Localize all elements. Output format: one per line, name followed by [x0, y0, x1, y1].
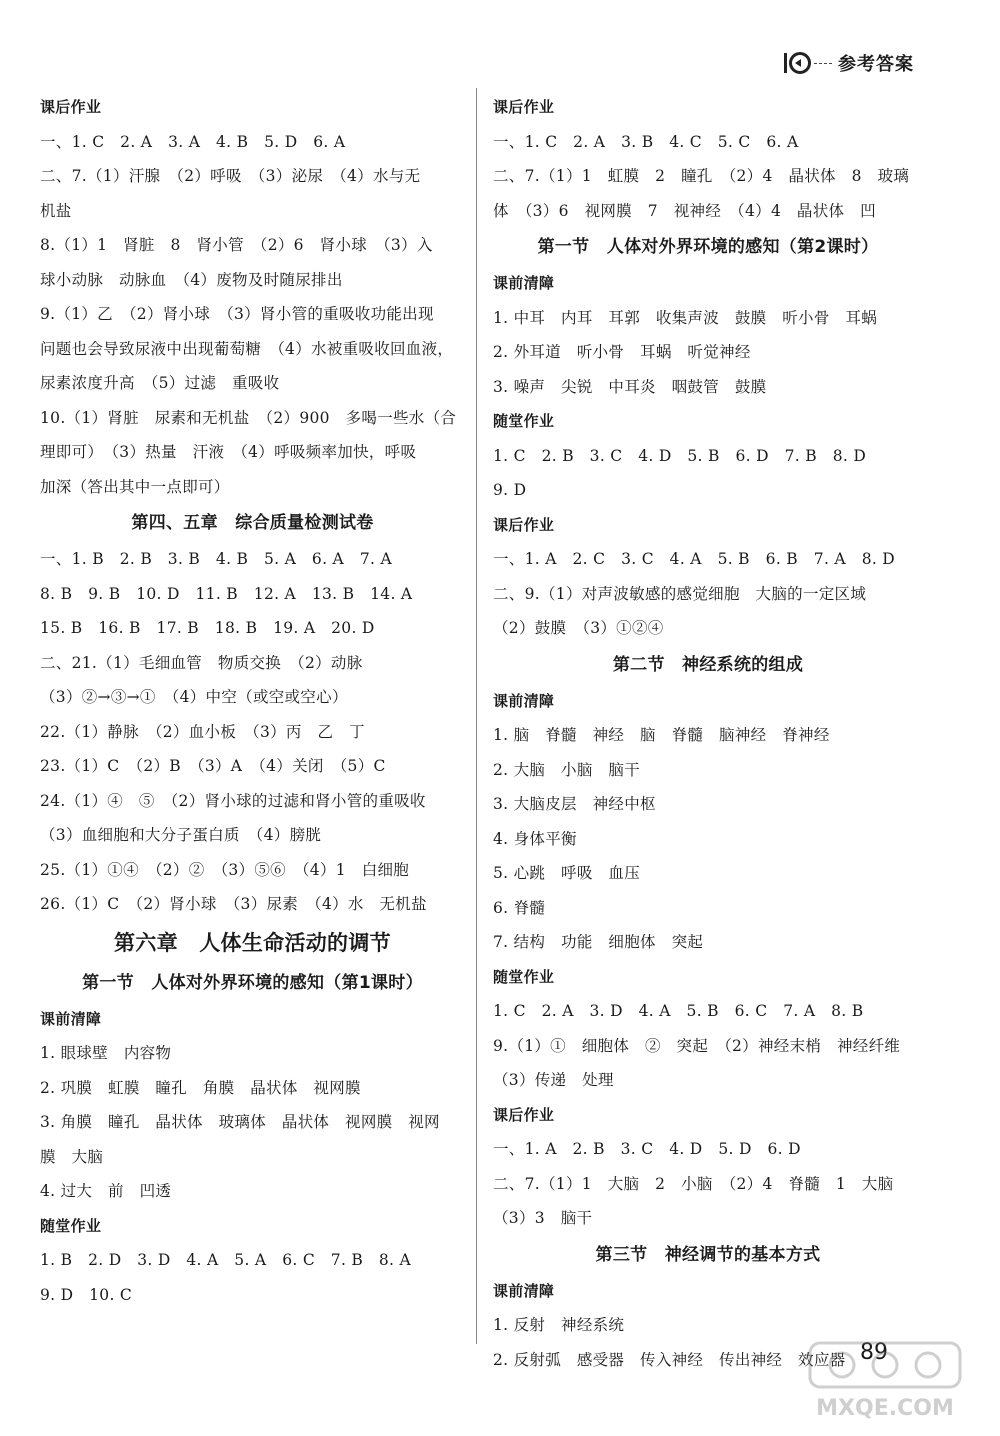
- left-answer-line: 膜 大脑: [40, 1147, 104, 1166]
- right-section-label: 课后作业: [493, 1105, 555, 1124]
- left-section-label: 随堂作业: [40, 1216, 102, 1235]
- left-answer-line: 球小动脉 动脉血 （4）废物及时随尿排出: [40, 270, 343, 289]
- right-section-label: 随堂作业: [493, 412, 555, 430]
- right-subsection-title: 第三节 神经调节的基本方式: [595, 1244, 821, 1265]
- left-answer-line: 15. B 16. B 17. B 18. B 19. A 20. D: [40, 619, 375, 637]
- left-answer-line: 23.（1）C （2）B （3）A （4）关闭 （5）C: [40, 757, 386, 775]
- right-answer-line: （3）传递 处理: [493, 1071, 614, 1089]
- right-answer-line: （3）3 脑干: [493, 1209, 593, 1227]
- left-answer-line: 8.（1）1 肾脏 8 肾小管 （2）6 肾小球 （3）入: [40, 236, 433, 254]
- left-answer-line: 10.（1）肾脏 尿素和无机盐 （2）900 多喝一些水（合: [40, 408, 457, 427]
- left-answer-line: 理即可） （3）热量 汗液 （4）呼吸频率加快，呼吸: [40, 443, 417, 461]
- book-logo-icon: [784, 52, 832, 74]
- left-answer-line: 2. 巩膜 虹膜 瞳孔 角膜 晶状体 视网膜: [40, 1078, 361, 1097]
- left-answer-line: 26.（1）C （2）肾小球 （3）尿素 （4）水 无机盐: [40, 895, 427, 913]
- page-number: 89: [860, 1340, 888, 1365]
- right-answer-line: 二、9.（1）对声波敏感的感觉细胞 大脑的一定区域: [493, 584, 867, 603]
- right-subsection-title: 第二节 神经系统的组成: [612, 654, 804, 675]
- left-answer-line: 一、1. C 2. A 3. A 4. B 5. D 6. A: [40, 132, 346, 151]
- left-answer-line: 24.（1）④ ⑤ （2）肾小球的过滤和肾小管的重吸收: [40, 791, 426, 810]
- right-answer-line: 3. 噪声 尖锐 中耳炎 咽鼓管 鼓膜: [493, 377, 767, 396]
- left-answer-line: 25.（1）①④ （2）② （3）⑤⑥ （4）1 白细胞: [40, 860, 410, 879]
- left-answer-line: 4. 过大 前 凹透: [40, 1182, 172, 1200]
- left-answer-line: 1. 眼球壁 内容物: [40, 1044, 172, 1062]
- right-answer-line: 一、1. A 2. B 3. C 4. D 5. D 6. D: [493, 1140, 801, 1158]
- left-answer-line: 问题也会导致尿液中出现葡萄糖 （4）水被重吸收回血液，: [40, 339, 454, 358]
- right-answer-line: 9. D: [493, 481, 527, 499]
- right-answer-line: 1. 脑 脊髓 神经 脑 脊髓 脑神经 脊神经: [493, 726, 830, 744]
- right-answer-line: 二、7.（1）1 虹膜 2 瞳孔 （2）4 晶状体 8 玻璃: [493, 167, 910, 185]
- right-answer-line: 1. 反射 神经系统: [493, 1316, 625, 1334]
- left-answer-line: 8. B 9. B 10. D 11. B 12. A 13. B 14. A: [40, 584, 413, 603]
- right-answer-line: 2. 反射弧 感受器 传入神经 传出神经 效应器: [493, 1350, 846, 1369]
- left-answer-line: 9. D 10. C: [40, 1285, 133, 1304]
- page-header: [784, 50, 914, 76]
- right-column: [493, 90, 923, 1377]
- right-answer-line: 9.（1）① 细胞体 ② 突起 （2）神经末梢 神经纤维: [493, 1036, 901, 1055]
- left-answer-line: （3）②→③→① （4）中空（或空或空心）: [40, 688, 348, 706]
- left-answer-line: 二、7.（1）汗腺 （2）呼吸 （3）泌尿 （4）水与无: [40, 167, 421, 185]
- right-answer-line: 1. C 2. A 3. D 4. A 5. B 6. C 7. A 8. B: [493, 1002, 864, 1020]
- left-subsection-title: 第一节 人体对外界环境的感知（第1课时）: [82, 972, 423, 993]
- column-divider: [476, 88, 477, 1344]
- right-answer-line: 7. 结构 功能 细胞体 突起: [493, 933, 704, 951]
- right-subsection-title: 第一节 人体对外界环境的感知（第2课时）: [537, 237, 879, 257]
- right-answer-line: 体 （3）6 视网膜 7 视神经 （4）4 晶状体 凹: [493, 201, 876, 220]
- watermark-logo-icon: [800, 1335, 970, 1425]
- left-section-title: 第四、五章 综合质量检测试卷: [131, 513, 374, 533]
- right-section-label: 课前清障: [493, 691, 555, 710]
- left-answer-line: 机盐: [40, 201, 72, 220]
- left-chapter-title: 第六章 人体生命活动的调节: [114, 930, 391, 955]
- right-answer-line: 一、1. C 2. A 3. B 4. C 5. C 6. A: [493, 132, 799, 151]
- watermark-text: MXQE.COM: [816, 1396, 954, 1421]
- right-answer-line: 2. 外耳道 听小骨 耳蜗 听觉神经: [493, 343, 751, 361]
- left-answer-line: 一、1. B 2. B 3. B 4. B 5. A 6. A 7. A: [40, 550, 392, 568]
- right-section-label: 课前清障: [493, 274, 555, 292]
- left-answer-line: 22.（1）静脉 （2）血小板 （3）丙 乙 丁: [40, 722, 365, 741]
- left-answer-line: 9.（1）乙 （2）肾小球 （3）肾小管的重吸收功能出现: [40, 305, 434, 323]
- left-column: [40, 90, 465, 1312]
- left-answer-line: 尿素浓度升高 （5）过滤 重吸收: [40, 374, 280, 392]
- right-answer-line: 3. 大脑皮层 神经中枢: [493, 795, 656, 813]
- left-answer-line: 二、21.（1）毛细血管 物质交换 （2）动脉: [40, 653, 363, 672]
- right-answer-line: 二、7.（1）1 大脑 2 小脑 （2）4 脊髓 1 大脑: [493, 1174, 894, 1193]
- right-answer-line: 5. 心跳 呼吸 血压: [493, 864, 641, 882]
- right-section-label: 课后作业: [493, 98, 555, 116]
- left-answer-line: 3. 角膜 瞳孔 晶状体 玻璃体 晶状体 视网膜 视网: [40, 1113, 440, 1131]
- header-title: 参考答案: [838, 54, 914, 75]
- right-answer-line: （2）鼓膜 （3）①②④: [493, 619, 664, 637]
- left-answer-line: 1. B 2. D 3. D 4. A 5. A 6. C 7. B 8. A: [40, 1251, 412, 1269]
- left-section-label: 课后作业: [40, 98, 102, 116]
- right-answer-line: 一、1. A 2. C 3. C 4. A 5. B 6. B 7. A 8. D: [493, 550, 896, 568]
- right-answer-line: 2. 大脑 小脑 脑干: [493, 760, 641, 779]
- left-answer-line: （3）血细胞和大分子蛋白质 （4）膀胱: [40, 826, 322, 844]
- right-answer-line: 6. 脊髓: [493, 898, 546, 917]
- right-section-label: 课前清障: [493, 1281, 555, 1300]
- left-answer-line: 加深（答出其中一点即可）: [40, 477, 230, 496]
- right-section-label: 课后作业: [493, 515, 555, 534]
- right-section-label: 随堂作业: [493, 967, 555, 986]
- left-section-label: 课前清障: [40, 1009, 102, 1028]
- right-answer-line: 1. C 2. B 3. C 4. D 5. B 6. D 7. B 8. D: [493, 446, 867, 465]
- right-answer-line: 1. 中耳 内耳 耳郭 收集声波 鼓膜 听小骨 耳蜗: [493, 308, 878, 327]
- right-answer-line: 4. 身体平衡: [493, 829, 577, 848]
